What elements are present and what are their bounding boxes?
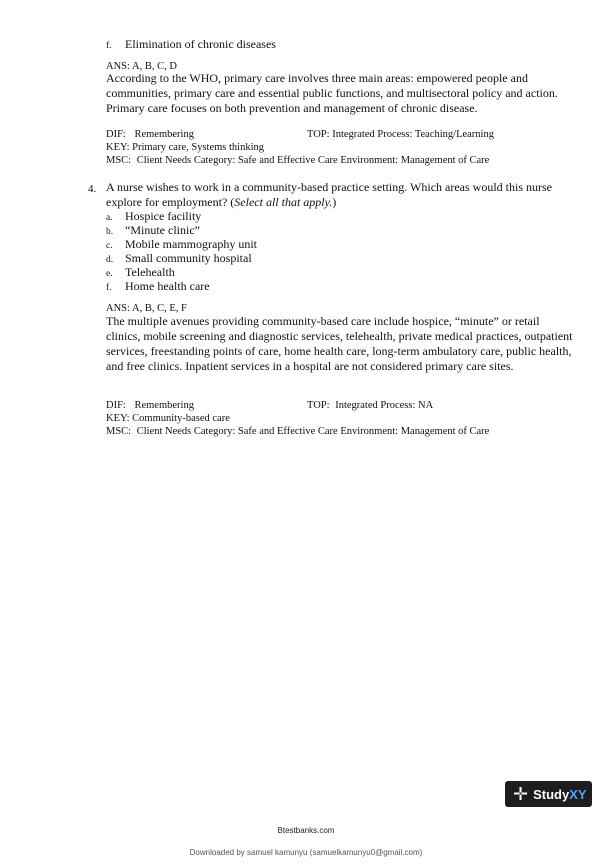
dif-label: DIF: [106,129,126,140]
q4-option-f [106,279,210,296]
option-text: Mobile mammography unit [125,237,257,251]
option-letter: d. [106,255,114,265]
q4-number: 4. [88,183,97,195]
top-label: TOP: [307,129,330,140]
q4-stem-line2 [106,195,336,210]
msc-label: MSC: [106,426,132,437]
option-letter: f. [106,41,112,51]
q3-msc [106,154,489,167]
studyxy-badge[interactable] [505,781,592,807]
key-label: KEY: [106,413,130,424]
ans-label: ANS: [106,303,130,314]
option-letter: a. [106,213,113,223]
brand-accent: XY [569,786,587,802]
key-value: Community-based care [132,413,230,424]
footer-site: Btestbanks.com [277,826,335,835]
msc-value: Client Needs Category: Safe and Effective Care Environment: Management of Care [136,155,490,166]
q4-msc [106,425,489,438]
plus-icon: ✛ [513,784,529,804]
key-label: KEY: [106,142,130,153]
q3-top [307,128,494,141]
brand-main: Study [533,786,570,802]
q4-stem-line1: A nurse wishes to work in a community-based practice setting. Which areas would this nurse [106,180,553,194]
q4-dif [106,399,194,412]
option-text: Telehealth [125,265,175,279]
option-letter: f. [106,283,112,293]
option-text: “Minute clinic” [125,223,200,237]
q3-dif [106,128,194,141]
option-letter: e. [106,269,113,279]
dif-value: Remembering [134,400,194,411]
key-value: Primary care, Systems thinking [132,142,264,153]
option-letter: b. [106,227,114,237]
q3-option-f [106,37,276,54]
ans-value: A, B, C, E, F [131,303,187,314]
msc-label: MSC: [106,155,132,166]
option-letter: c. [106,241,113,251]
dif-value: Remembering [134,129,194,140]
q4-rationale: The multiple avenues providing community-based care include hospice, “minute” or retail clinics, mobile screening and diagnostic services, telehealth, private medical practices, outpatient services, freestanding points of care, home health care, long-term ambulatory care, public health, and free clinics. Inpatient services in a hospital are not considered primary care sites. [106,314,573,373]
dif-label: DIF: [106,400,126,411]
top-label: TOP: [307,400,330,411]
option-text: Home health care [125,279,210,293]
stem-italic: Select all that apply. [234,195,333,209]
top-value: Integrated Process: Teaching/Learning [332,129,494,140]
stem-text: explore for employment? ( [106,195,235,209]
q4-top [307,399,433,412]
msc-value: Client Needs Category: Safe and Effective Care Environment: Management of Care [136,426,490,437]
option-text: Elimination of chronic diseases [125,37,276,51]
footer-download-line: Downloaded by samuel kamunyu (samuelkamunyu0@gmail.com) [189,848,423,857]
ans-label: ANS: [106,61,130,72]
stem-close: ) [332,195,337,209]
ans-value: A, B, C, D [131,61,177,72]
option-text: Hospice facility [125,209,202,223]
top-value: Integrated Process: NA [335,400,434,411]
option-text: Small community hospital [125,251,252,265]
q3-rationale: According to the WHO, primary care involves three main areas: empowered people and communities, primary care and essential public functions, and multisectoral policy and action. Primary care focuses on both prevention and management of chronic disease. [106,71,558,115]
q4-key [106,412,230,425]
q3-key [106,141,264,154]
